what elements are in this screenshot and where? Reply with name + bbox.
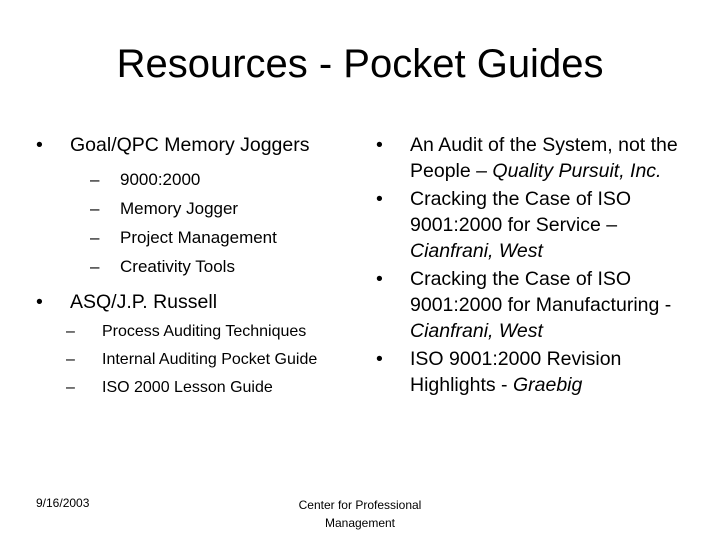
- right-column: [376, 132, 696, 400]
- resource-item: [376, 186, 696, 264]
- bullet-mark: •: [376, 134, 383, 156]
- bullet-mark: •: [376, 348, 383, 370]
- list-item-text: Internal Auditing Pocket Guide: [102, 351, 318, 368]
- list-item-text: Process Auditing Techniques: [102, 323, 307, 340]
- list-item: [36, 319, 356, 344]
- resource-author: Cianfrani, West: [410, 320, 543, 342]
- dash-mark: –: [66, 379, 75, 396]
- bullet-asq-russell: [36, 289, 356, 315]
- dash-mark: –: [66, 323, 75, 340]
- bullet-text: Goal/QPC Memory Joggers: [70, 134, 310, 156]
- resource-text: [410, 132, 696, 184]
- dash-mark: –: [90, 199, 100, 218]
- bullet-mark: •: [376, 188, 383, 210]
- resource-author: Cianfrani, West: [410, 240, 543, 262]
- list-item-text: Memory Jogger: [120, 199, 239, 218]
- resource-author: Graebig: [512, 374, 583, 396]
- list-item-text: ISO 2000 Lesson Guide: [102, 379, 273, 396]
- resource-text: [410, 186, 696, 264]
- resource-item: [376, 132, 696, 184]
- resource-title: An Audit of the System, not the People –: [410, 134, 678, 182]
- asq-russell-list: [36, 319, 356, 400]
- resource-item: [376, 266, 696, 344]
- list-item: [36, 347, 356, 372]
- resource-item: [376, 346, 696, 398]
- resource-text: [410, 266, 696, 344]
- list-item-text: 9000:2000: [120, 170, 201, 189]
- dash-mark: –: [90, 228, 100, 247]
- resource-title: Cracking the Case of ISO 9001:2000 for Service –: [410, 188, 632, 236]
- resource-title: Cracking the Case of ISO 9001:2000 for Manufacturing -: [410, 268, 672, 316]
- dash-mark: –: [90, 257, 100, 276]
- list-item-text: Creativity Tools: [120, 257, 235, 276]
- footer-organization: Center for Professional Management: [298, 498, 422, 530]
- bullet-mark: •: [36, 291, 43, 313]
- bullet-mark: •: [376, 268, 383, 290]
- list-item-text: Project Management: [120, 228, 277, 247]
- goal-qpc-list: [36, 165, 356, 281]
- dash-mark: –: [90, 170, 100, 189]
- list-item: [36, 375, 356, 400]
- resource-author: Quality Pursuit, Inc.: [492, 160, 662, 182]
- resource-title: ISO 9001:2000 Revision Highlights -: [410, 348, 622, 396]
- resource-text: [410, 346, 696, 398]
- list-item: [36, 194, 356, 223]
- dash-mark: –: [66, 351, 75, 368]
- list-item: [36, 223, 356, 252]
- bullet-mark: •: [36, 134, 43, 156]
- slide-title: Resources - Pocket Guides: [116, 42, 604, 86]
- list-item: [36, 252, 356, 281]
- bullet-goal-qpc: [36, 132, 356, 158]
- bullet-text: ASQ/J.P. Russell: [70, 291, 218, 313]
- list-item: [36, 165, 356, 194]
- left-column: [36, 132, 356, 400]
- footer-date: 9/16/2003: [36, 496, 90, 510]
